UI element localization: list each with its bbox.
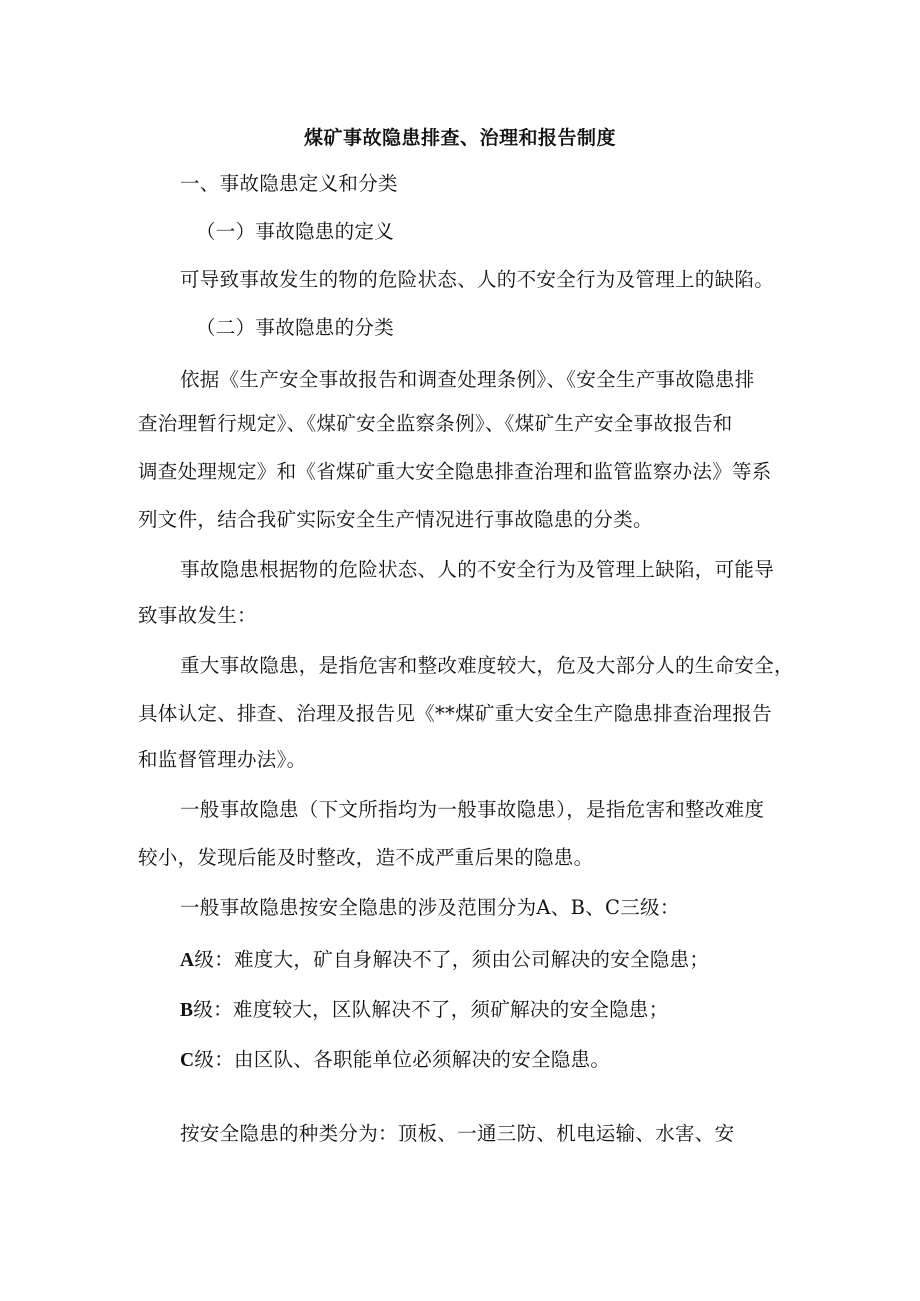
- level-item-c: [180, 1046, 610, 1075]
- level-code: B: [180, 1000, 194, 1021]
- paragraph-line: 具体认定、排查、治理及报告见《**煤矿重大安全生产隐患排查治理报告: [138, 702, 772, 725]
- document-title: 煤矿事故隐患排查、治理和报告制度: [303, 127, 616, 149]
- paragraph-line: 致事故发生：: [138, 604, 257, 627]
- level-text: 级：难度大，矿自身解决不了，须由公司解决的安全隐患；: [194, 948, 710, 971]
- paragraph-line: 较小，发现后能及时整改，造不成严重后果的隐患。: [138, 846, 594, 869]
- paragraph-line: 查治理暂行规定》、《煤矿安全监察条例》、《煤矿生产安全事故报告和: [138, 412, 733, 435]
- paragraph-line: 重大事故隐患，是指危害和整改难度较大，危及大部分人的生命安全，: [180, 654, 794, 677]
- paragraph-line: 调查处理规定》和《省煤矿重大安全隐患排查治理和监管监察办法》等系: [138, 460, 772, 483]
- paragraph-line: 事故隐患根据物的危险状态、人的不安全行为及管理上缺陷，可能导: [180, 558, 775, 581]
- types-line: 按安全隐患的种类分为：顶板、一通三防、机电运输、水害、安: [180, 1122, 735, 1145]
- level-item-b: [180, 996, 669, 1025]
- level-code: A: [180, 950, 195, 971]
- paragraph-line: 一般事故隐患（下文所指均为一般事故隐患），是指危害和整改难度: [180, 798, 765, 821]
- section-heading: 一、事故隐患定义和分类: [180, 172, 398, 195]
- subsection-heading-classification: （二）事故隐患的分类: [196, 316, 395, 339]
- paragraph-line: 和监督管理办法》。: [138, 748, 307, 771]
- level-text: 级：难度较大，区队解决不了，须矿解决的安全隐患；: [193, 998, 669, 1021]
- subsection-heading-definition: （一）事故隐患的定义: [196, 220, 395, 243]
- paragraph-line: 依据《生产安全事故报告和调查处理条例》、《安全生产事故隐患排: [180, 368, 755, 391]
- level-item-a: [180, 946, 709, 975]
- level-text: 级：由区队、各职能单位必须解决的安全隐患。: [194, 1048, 611, 1071]
- paragraph-line: 列文件，结合我矿实际安全生产情况进行事故隐患的分类。: [138, 508, 653, 531]
- levels-intro: 一般事故隐患按安全隐患的涉及范围分为A、B、C三级：: [180, 896, 680, 919]
- definition-text: 可导致事故发生的物的危险状态、人的不安全行为及管理上的缺陷。: [180, 268, 775, 291]
- level-code: C: [180, 1050, 195, 1071]
